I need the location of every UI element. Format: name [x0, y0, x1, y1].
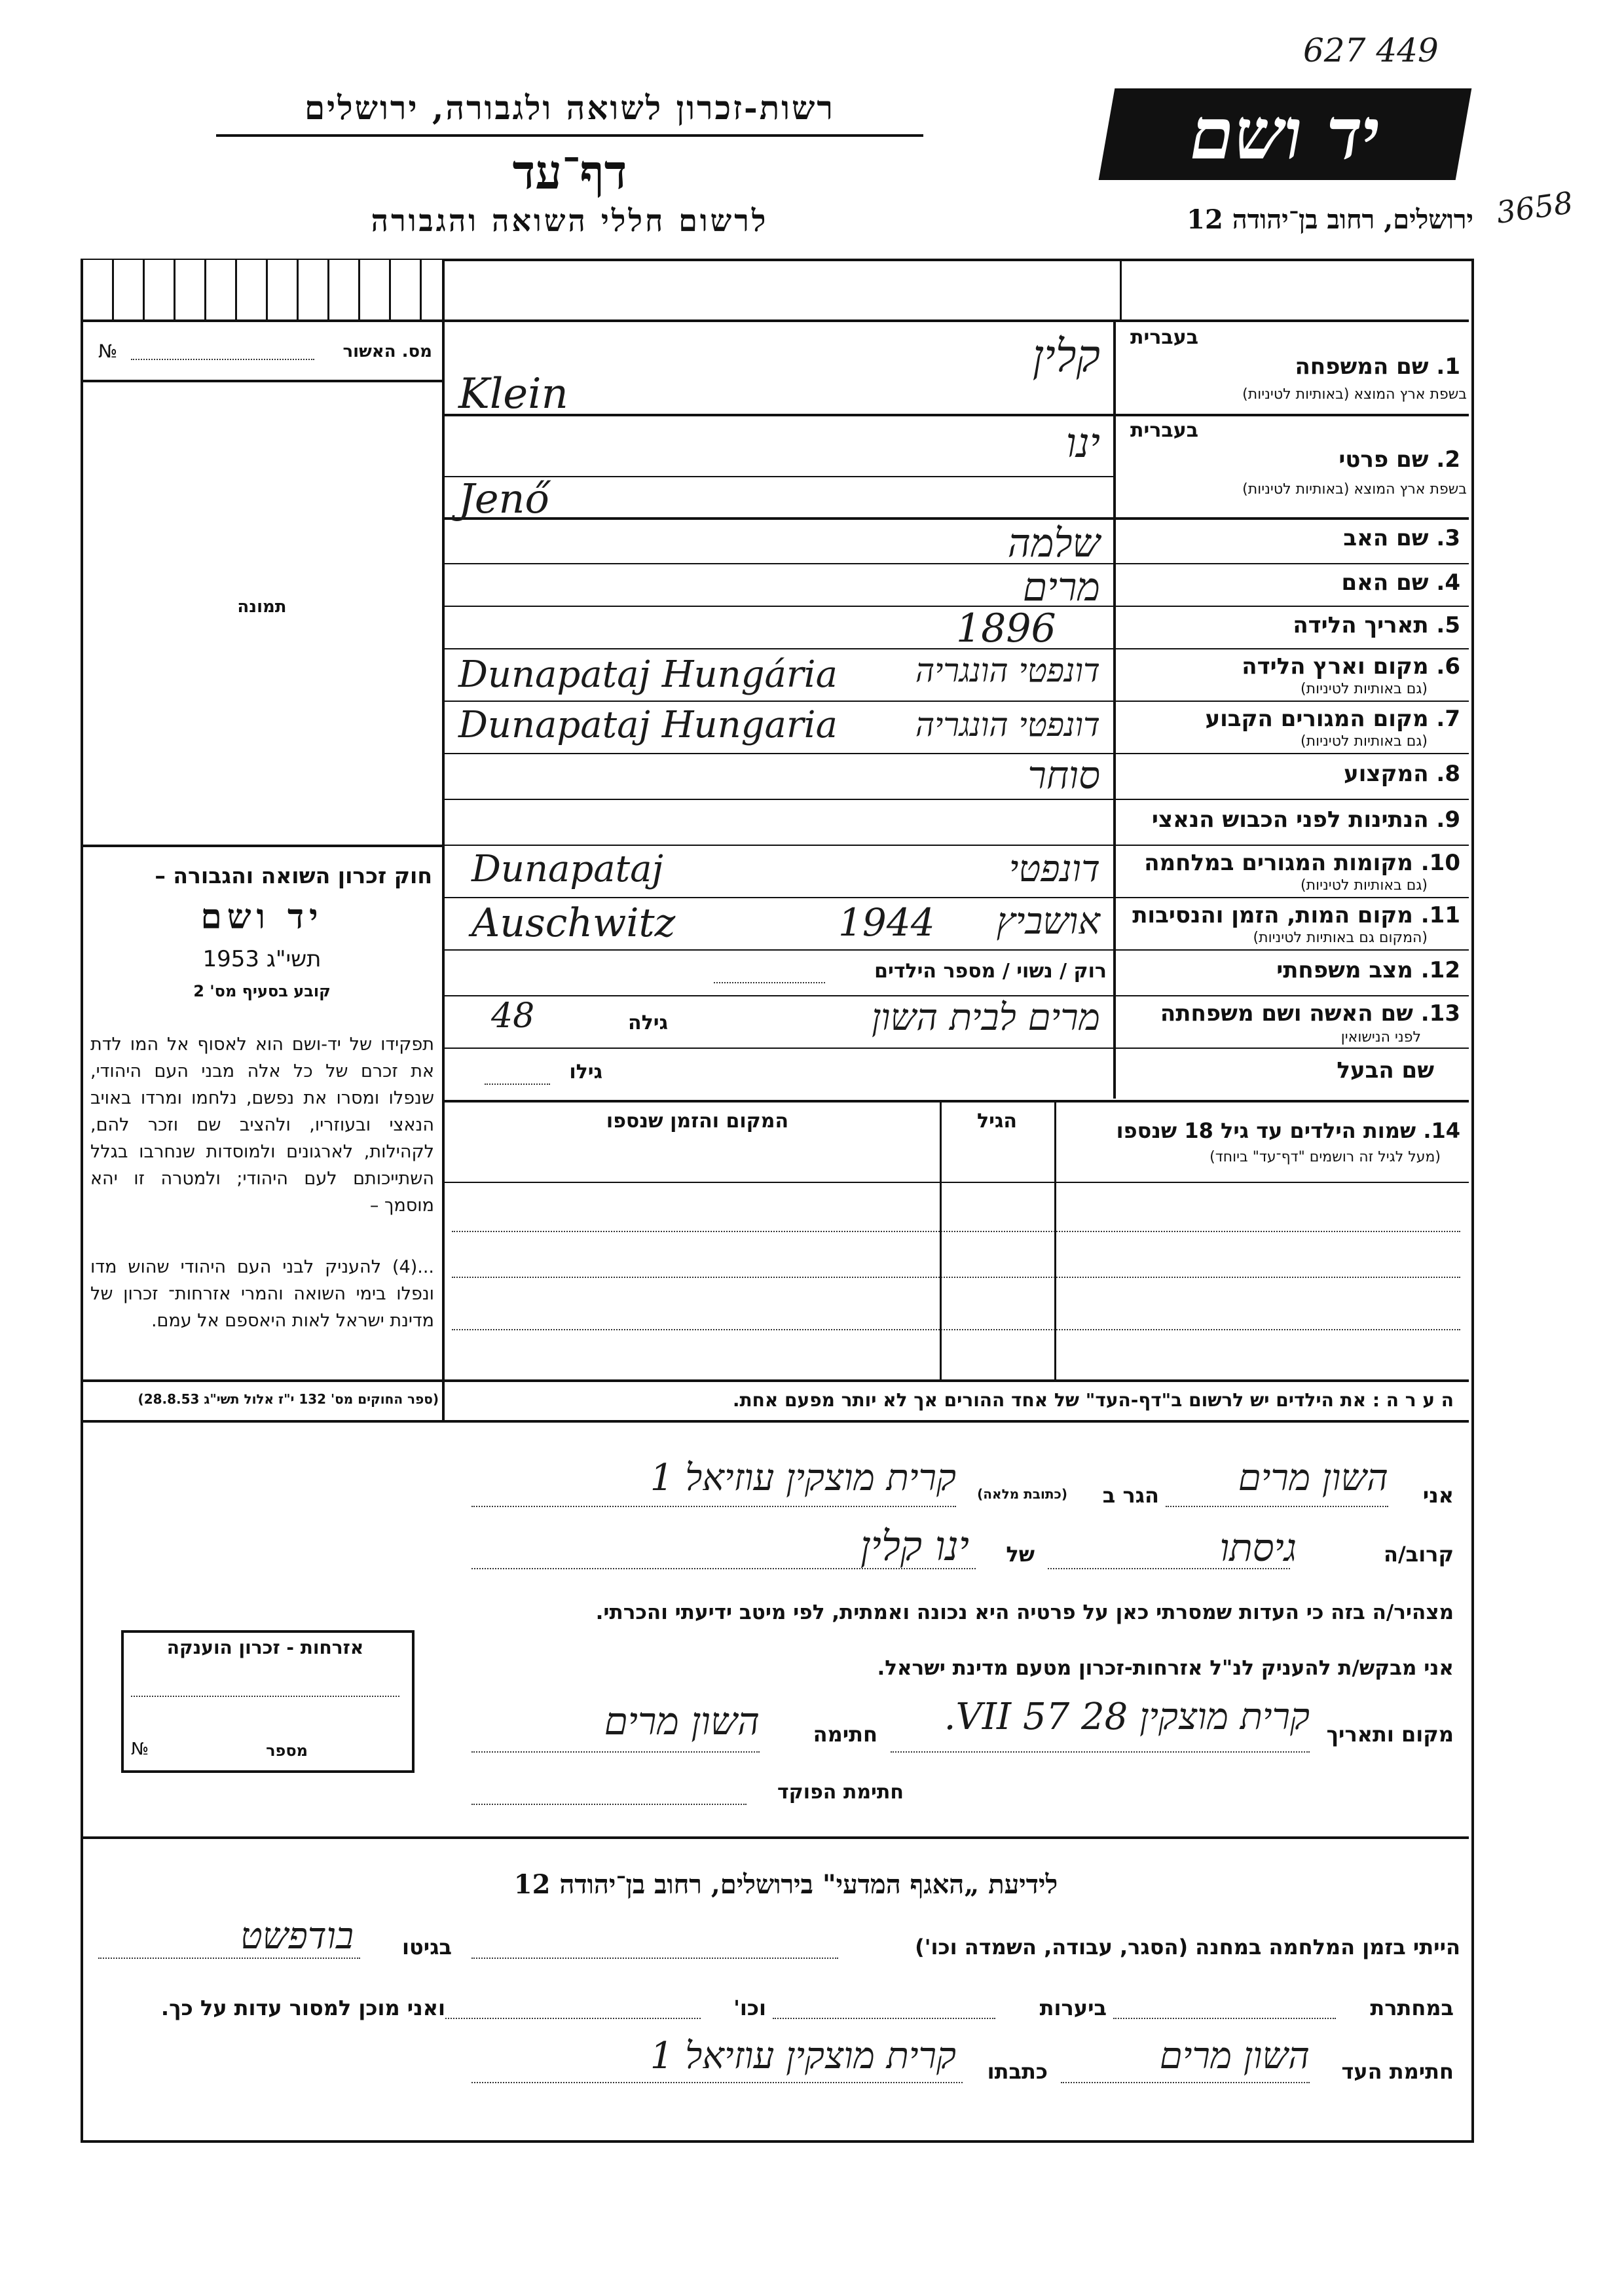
- footer-ghetto-label: בגיטו: [402, 1935, 452, 1959]
- field-11-sub: (המקום גם באותיות לטיניות): [1253, 930, 1428, 946]
- field-7-sub: (גם באותיות לטיניות): [1301, 733, 1428, 750]
- field-5-num: 5.: [1436, 612, 1460, 638]
- field-12-num: 12.: [1420, 957, 1460, 983]
- officer-signature-label: חתימת הפוקד: [777, 1781, 904, 1804]
- decl-resides-label: הגר ב: [1102, 1483, 1159, 1508]
- decl-i-label: אני: [1422, 1483, 1454, 1508]
- form-subtitle: לרשום חללי השואה והגבורה: [371, 203, 769, 238]
- children-label: [1061, 1118, 1460, 1143]
- field-11-value-latin[interactable]: Auschwitz: [471, 900, 676, 946]
- husband-age-label: גילו: [569, 1061, 602, 1084]
- form-title: דף־עד: [512, 144, 627, 200]
- decl-address[interactable]: קרית מוצקין עוזיאל 1: [650, 1457, 956, 1499]
- law-name: יד ושם: [200, 897, 323, 937]
- handwritten-margin-number: 3658: [1494, 185, 1576, 230]
- field-5-label: [1126, 612, 1460, 638]
- law-reference: (ספר החוקים מס' 132 י"ז אלול תשי"ג 28.8.53): [138, 1391, 439, 1407]
- field-2-side-label: בעברית: [1130, 419, 1198, 442]
- children-num: 14.: [1423, 1118, 1460, 1143]
- footer-ghetto-value[interactable]: בודפשט: [240, 1915, 354, 1958]
- handwritten-file-number: 627 449: [1303, 31, 1439, 69]
- field-1-num: 1.: [1436, 354, 1460, 380]
- field-13-label: [1126, 1000, 1460, 1027]
- children-note: ה ע ר ה : את הילדים יש לרשום ב"דף-העד" של אחד ההורים אך לא יותר מפעם אחת.: [732, 1389, 1454, 1411]
- field-11-num: 11.: [1420, 902, 1460, 928]
- decl-relation[interactable]: גיסתו: [1219, 1525, 1297, 1570]
- decl-place-date-label: מקום ותאריך: [1326, 1722, 1454, 1747]
- field-13-age-label: גילה: [628, 1011, 668, 1034]
- footer-address-label: כתבתו: [987, 2059, 1048, 2084]
- husband-label: שם הבעל: [1337, 1057, 1434, 1084]
- field-10-value-hebrew[interactable]: דונפטי: [1008, 848, 1100, 890]
- field-6-value-latin[interactable]: Dunapataj Hungária: [458, 653, 838, 696]
- field-2-sub: בשפת ארץ המוצא (באותיות לטיניות): [1242, 481, 1467, 498]
- field-8-label: [1126, 761, 1460, 787]
- photo-label: תמונה: [237, 597, 287, 617]
- field-7-label: [1126, 706, 1460, 732]
- field-2-label-text: שם פרטי: [1338, 446, 1429, 473]
- decl-address-hint: (כתובת מלאה): [977, 1486, 1067, 1502]
- field-1-sub: בשפת ארץ המוצא (באותיות לטיניות): [1242, 386, 1467, 403]
- field-6-label: [1126, 653, 1460, 680]
- decl-name[interactable]: השון מרים: [1238, 1457, 1388, 1499]
- decl-request: אני מבקש/ת להעניק לנ"ל אזרחות-זכרון מטעם מדינת ישראל.: [877, 1656, 1454, 1680]
- children-col-place: המקום והזמן שנספו: [606, 1110, 789, 1133]
- yad-vashem-logo: יד ושם: [1099, 88, 1472, 180]
- field-11-label-text: מקום המות, הזמן והנסיבות: [1132, 902, 1413, 928]
- field-3-value[interactable]: שלמה: [1007, 520, 1100, 566]
- field-10-value-latin[interactable]: Dunapataj: [471, 848, 663, 890]
- field-4-num: 4.: [1436, 570, 1460, 596]
- law-title: חוק זכרון השואה והגבורה –: [155, 863, 432, 888]
- field-2-value-latin[interactable]: Jenő: [458, 475, 549, 522]
- footer-witness-address[interactable]: קרית מוצקין עוזיאל 1: [650, 2035, 956, 2077]
- citizenship-no: №: [131, 1740, 149, 1759]
- field-1-value-hebrew[interactable]: קלין: [1032, 331, 1100, 382]
- field-2-num: 2.: [1436, 446, 1460, 473]
- registry-boxes: [83, 260, 442, 319]
- field-1-label: [1126, 354, 1460, 380]
- field-4-value[interactable]: מרים: [1022, 564, 1100, 610]
- children-label-text: שמות הילדים עד גיל 18 שנספו: [1116, 1118, 1416, 1143]
- authority-name: רשות-זכרון לשואה ולגבורה, ירושלים: [304, 88, 835, 127]
- field-10-label-text: מקומות המגורים במלחמה: [1144, 850, 1413, 876]
- footer-etc-label: וכו': [733, 1995, 766, 2020]
- field-12-label: [1126, 957, 1460, 983]
- law-text-citizenship: ...(4) להעניק לבני העם היהודי שהוש מדו ונפלו בימי השואה והמרי אזרחות־ זכרון של מדינת ישראל לאות היאספם אל עמם.: [90, 1257, 434, 1331]
- footer-witness-signature[interactable]: השון מרים: [1159, 2035, 1310, 2077]
- field-5-value[interactable]: 1896: [956, 606, 1056, 651]
- field-2-value-hebrew[interactable]: ינו: [1065, 419, 1100, 467]
- field-3-label-text: שם האב: [1343, 525, 1429, 551]
- footer-title: לידיעת „האגף המדעי" בירושלים, רחוב בן־יהודה 12: [513, 1869, 1058, 1900]
- children-sub: (מעל לגיל זה רושמים "דף־עד" ביוחד): [1209, 1149, 1441, 1165]
- children-col-age: הגיל: [977, 1110, 1017, 1133]
- field-1-side-label: בעברית: [1130, 326, 1198, 349]
- decl-signature-label: חתימה: [813, 1722, 877, 1747]
- field-6-value-hebrew[interactable]: דונפטי הונגריה: [915, 651, 1100, 689]
- field-8-value[interactable]: סוחר: [1027, 753, 1100, 797]
- field-1-label-text: שם המשפחה: [1295, 354, 1429, 380]
- decl-of-label: של: [1006, 1542, 1035, 1567]
- field-3-num: 3.: [1436, 525, 1460, 551]
- field-5-label-text: תאריך הלידה: [1293, 612, 1429, 638]
- decl-statement: מצהיר/ה בזה כי העדות שמסרתי כאן על פרטיה היא נכונה ואמתית, לפי מיטב ידיעתי והכרתי.: [595, 1601, 1454, 1624]
- law-text-purpose: תפקידו של יד-ושם הוא לאסוף אל המו לדת את זכרם של כל אלה מבני העם היהודי, שנפלו ומסרו את נפשם, נלחמו ומרדו באויב הנאצי ובעוזריו, ולהציב שם וזכר להם, לקהילות, לארגונים ולמוסדות שנחרבו בגלל השתייכותם לעם היהודי; ולמטרה זו יהא מוסמך –: [90, 1034, 434, 1216]
- field-11-value-hebrew[interactable]: אושביץ: [996, 900, 1100, 943]
- law-section: קובע בסעיף מס' 2: [193, 982, 331, 1000]
- header-address: ירושלים, רחוב בן־יהודה 12: [1187, 204, 1473, 235]
- field-10-num: 10.: [1420, 850, 1460, 876]
- footer-ready-label: ואני מוכן למסור עדות על כך.: [160, 1995, 445, 2020]
- field-9-num: 9.: [1436, 807, 1460, 833]
- field-13-label-text: שם האשה ושם משפחתה: [1160, 1000, 1413, 1027]
- field-6-label-text: מקום וארץ הלידה: [1242, 653, 1429, 680]
- footer-underground-label: במחתרת: [1370, 1995, 1454, 2020]
- field-8-label-text: המקצוע: [1344, 761, 1429, 787]
- field-12-label-text: מצב משפחתי: [1276, 957, 1413, 983]
- field-4-label-text: שם האם: [1341, 570, 1429, 596]
- field-6-sub: (גם באותיות לטיניות): [1301, 681, 1428, 697]
- field-1-value-latin[interactable]: Klein: [458, 370, 568, 418]
- decl-signature[interactable]: השון מרים: [604, 1699, 760, 1743]
- field-9-label: [1126, 807, 1460, 833]
- field-11-label: [1120, 902, 1460, 928]
- footer-line1-label: הייתי בזמן המלחמה במחנה (הסגר, עבודה, השמדה וכו'): [915, 1935, 1460, 1959]
- field-7-num: 7.: [1436, 706, 1460, 732]
- field-7-value-latin[interactable]: Dunapataj Hungaria: [458, 704, 838, 746]
- field-10-sub: (גם באותיות לטיניות): [1301, 877, 1428, 894]
- decl-of-name[interactable]: ינו קלין: [860, 1522, 969, 1570]
- footer-witness-label: חתימת העד: [1341, 2059, 1454, 2084]
- field-12-options[interactable]: רוק / נשוי / מספר הילדים: [874, 960, 1107, 983]
- approval-number: №: [98, 340, 118, 362]
- field-11-value-year[interactable]: 1944: [838, 900, 935, 945]
- decl-place-date[interactable]: קרית מוצקין 28 VII 57.: [944, 1696, 1310, 1738]
- law-year: תשי"ג 1953: [202, 946, 322, 972]
- field-7-label-text: מקום המגורים הקבוע: [1205, 706, 1429, 732]
- field-13-sub: לפני הנישואין: [1340, 1029, 1421, 1046]
- decl-relative-label: קרוב/ה: [1384, 1542, 1454, 1567]
- field-13-num: 13.: [1420, 1000, 1460, 1027]
- citizenship-number-label: מספר: [266, 1741, 308, 1760]
- citizenship-title: אזרחות - זכרון הוענקה: [166, 1637, 364, 1658]
- footer-forests-label: ביערות: [1039, 1995, 1107, 2020]
- field-10-label: [1120, 850, 1460, 876]
- field-7-value-hebrew[interactable]: דונפטי הונגריה: [915, 706, 1100, 744]
- approval-label: מס. האשור: [342, 342, 432, 361]
- field-8-num: 8.: [1436, 761, 1460, 787]
- field-6-num: 6.: [1436, 653, 1460, 680]
- field-3-label: [1126, 525, 1460, 551]
- field-9-label-text: הנתינות לפני הכבוש הנאצי: [1151, 807, 1429, 833]
- field-13-age-value[interactable]: 48: [491, 996, 535, 1036]
- field-4-label: [1126, 570, 1460, 596]
- field-13-value[interactable]: מרים לבית השון: [871, 996, 1100, 1039]
- field-2-label: [1126, 446, 1460, 473]
